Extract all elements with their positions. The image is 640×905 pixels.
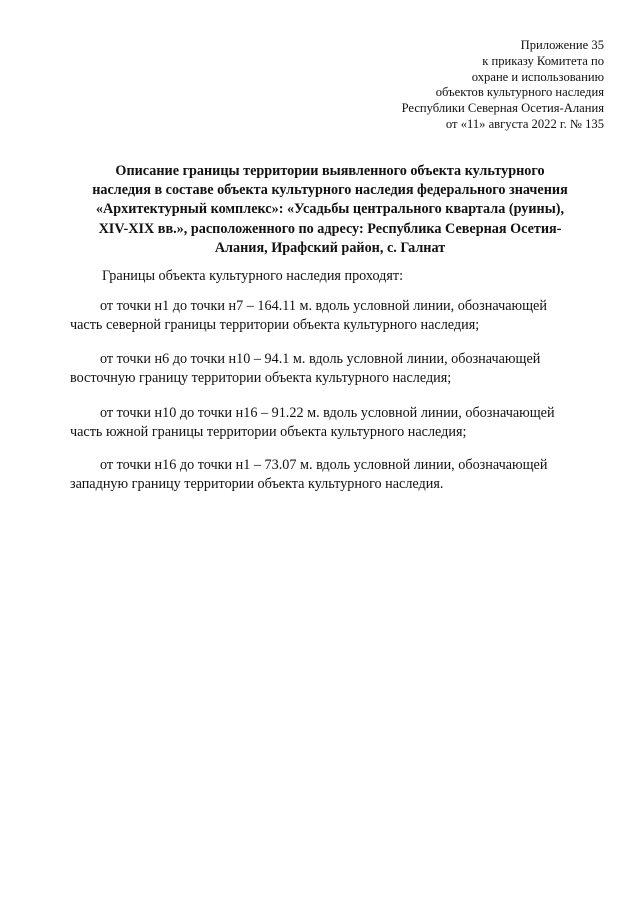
paragraph-line: от точки н10 до точки н16 – 91.22 м. вдоль условной линии, обозначающей (100, 405, 555, 421)
intro-text: Границы объекта культурного наследия проходят: (102, 268, 404, 284)
republic-line: Республики Северная Осетия-Алания (401, 101, 604, 116)
committee-line: охране и использованию (471, 69, 604, 84)
boundary-paragraph-north (70, 297, 610, 335)
paragraph-line: восточную границу территории объекта культурного наследия; (70, 370, 452, 387)
paragraph-line: от точки н6 до точки н10 – 94.1 м. вдоль условной линии, обозначающей (100, 351, 541, 367)
boundary-paragraph-east (70, 350, 610, 388)
title-line: наследия в составе объекта культурного наследия федерального значения (92, 182, 568, 199)
committee-subject-line: объектов культурного наследия (435, 85, 604, 100)
paragraph-line: часть северной границы территории объекта культурного наследия; (70, 317, 480, 334)
title-line: Алания, Ирафский район, с. Галнат (214, 239, 446, 256)
title-line: Описание границы территории выявленного объекта культурного (115, 163, 545, 179)
appendix-header (324, 38, 604, 133)
paragraph-line: западную границу территории объекта культурного наследия. (70, 476, 444, 493)
order-reference-line: к приказу Комитета по (482, 53, 604, 68)
appendix-number: Приложение 35 (520, 38, 604, 52)
paragraph-line: часть южной границы территории объекта культурного наследия; (70, 424, 467, 441)
paragraph-line: от точки н16 до точки н1 – 73.07 м. вдоль условной линии, обозначающей (100, 457, 548, 473)
boundary-paragraph-south (70, 404, 610, 442)
order-date-line: от «11» августа 2022 г. № 135 (445, 116, 604, 131)
title-line: XIV-XIX вв.», расположенного по адресу: Республика Северная Осетия- (98, 220, 562, 237)
title-line: «Архитектурный комплекс»: «Усадьбы центрального квартала (руины), (95, 201, 565, 218)
boundary-paragraph-west (70, 456, 610, 494)
document-title (60, 162, 600, 258)
paragraph-line: от точки н1 до точки н7 – 164.11 м. вдоль условной линии, обозначающей (100, 298, 547, 314)
